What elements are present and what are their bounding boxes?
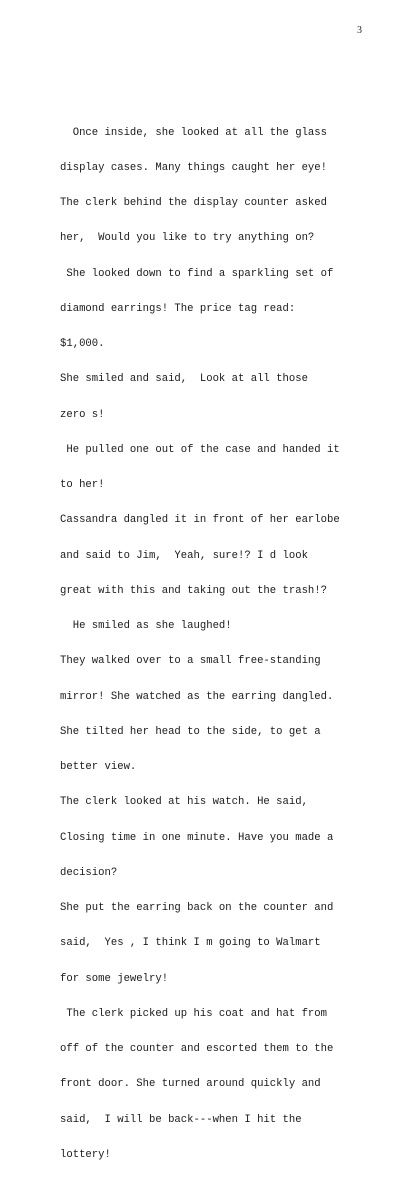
text-line: She put the earring back on the counter and	[60, 902, 334, 914]
text-line: He smiled as she laughed!	[60, 620, 232, 632]
text-line: $1,000.	[60, 338, 105, 350]
text-line: mirror! She watched as the earring dangled.	[60, 690, 334, 703]
text-line: said, Yes , I think I m going to Walmart	[60, 937, 321, 950]
text-line: to her!	[60, 479, 105, 491]
text-line: her, Would you like to try anything on?	[60, 232, 315, 245]
text-line: said, I will be back---when I hit the	[60, 1113, 302, 1126]
text-line: zero s!	[60, 408, 105, 421]
text-line: decision?	[60, 866, 118, 879]
text-line: diamond earrings! The price tag read:	[60, 302, 296, 315]
page-number: 3	[357, 25, 362, 36]
text-line: Once inside, she looked at all the glass	[60, 126, 328, 139]
text-line: for some jewelry!	[60, 972, 169, 985]
text-line: She looked down to find a sparkling set of	[60, 267, 334, 280]
text-line: lottery!	[60, 1148, 111, 1161]
text-line: Closing time in one minute. Have you made a	[60, 831, 334, 844]
text-line: She smiled and said, Look at all those	[60, 373, 308, 386]
text-line: and said to Jim, Yeah, sure!? I d look	[60, 549, 308, 562]
text-line: better view.	[60, 761, 137, 773]
text-line: off of the counter and escorted them to the	[60, 1043, 334, 1055]
text-line: display cases. Many things caught her eye!	[60, 161, 328, 174]
text-line: Cassandra dangled it in front of her earlobe	[60, 514, 340, 527]
text-line: front door. She turned around quickly and	[60, 1078, 321, 1091]
text-line: great with this and taking out the trash!?	[60, 584, 328, 597]
text-line: The clerk picked up his coat and hat from	[60, 1007, 328, 1020]
text-line: She tilted her head to the side, to get a	[60, 725, 321, 738]
text-line: The clerk looked at his watch. He said,	[60, 796, 308, 809]
text-line: The clerk behind the display counter asked	[60, 197, 328, 209]
text-line: They walked over to a small free-standing	[60, 655, 321, 668]
story-body	[60, 104, 400, 1185]
text-line: He pulled one out of the case and handed it	[60, 443, 340, 456]
